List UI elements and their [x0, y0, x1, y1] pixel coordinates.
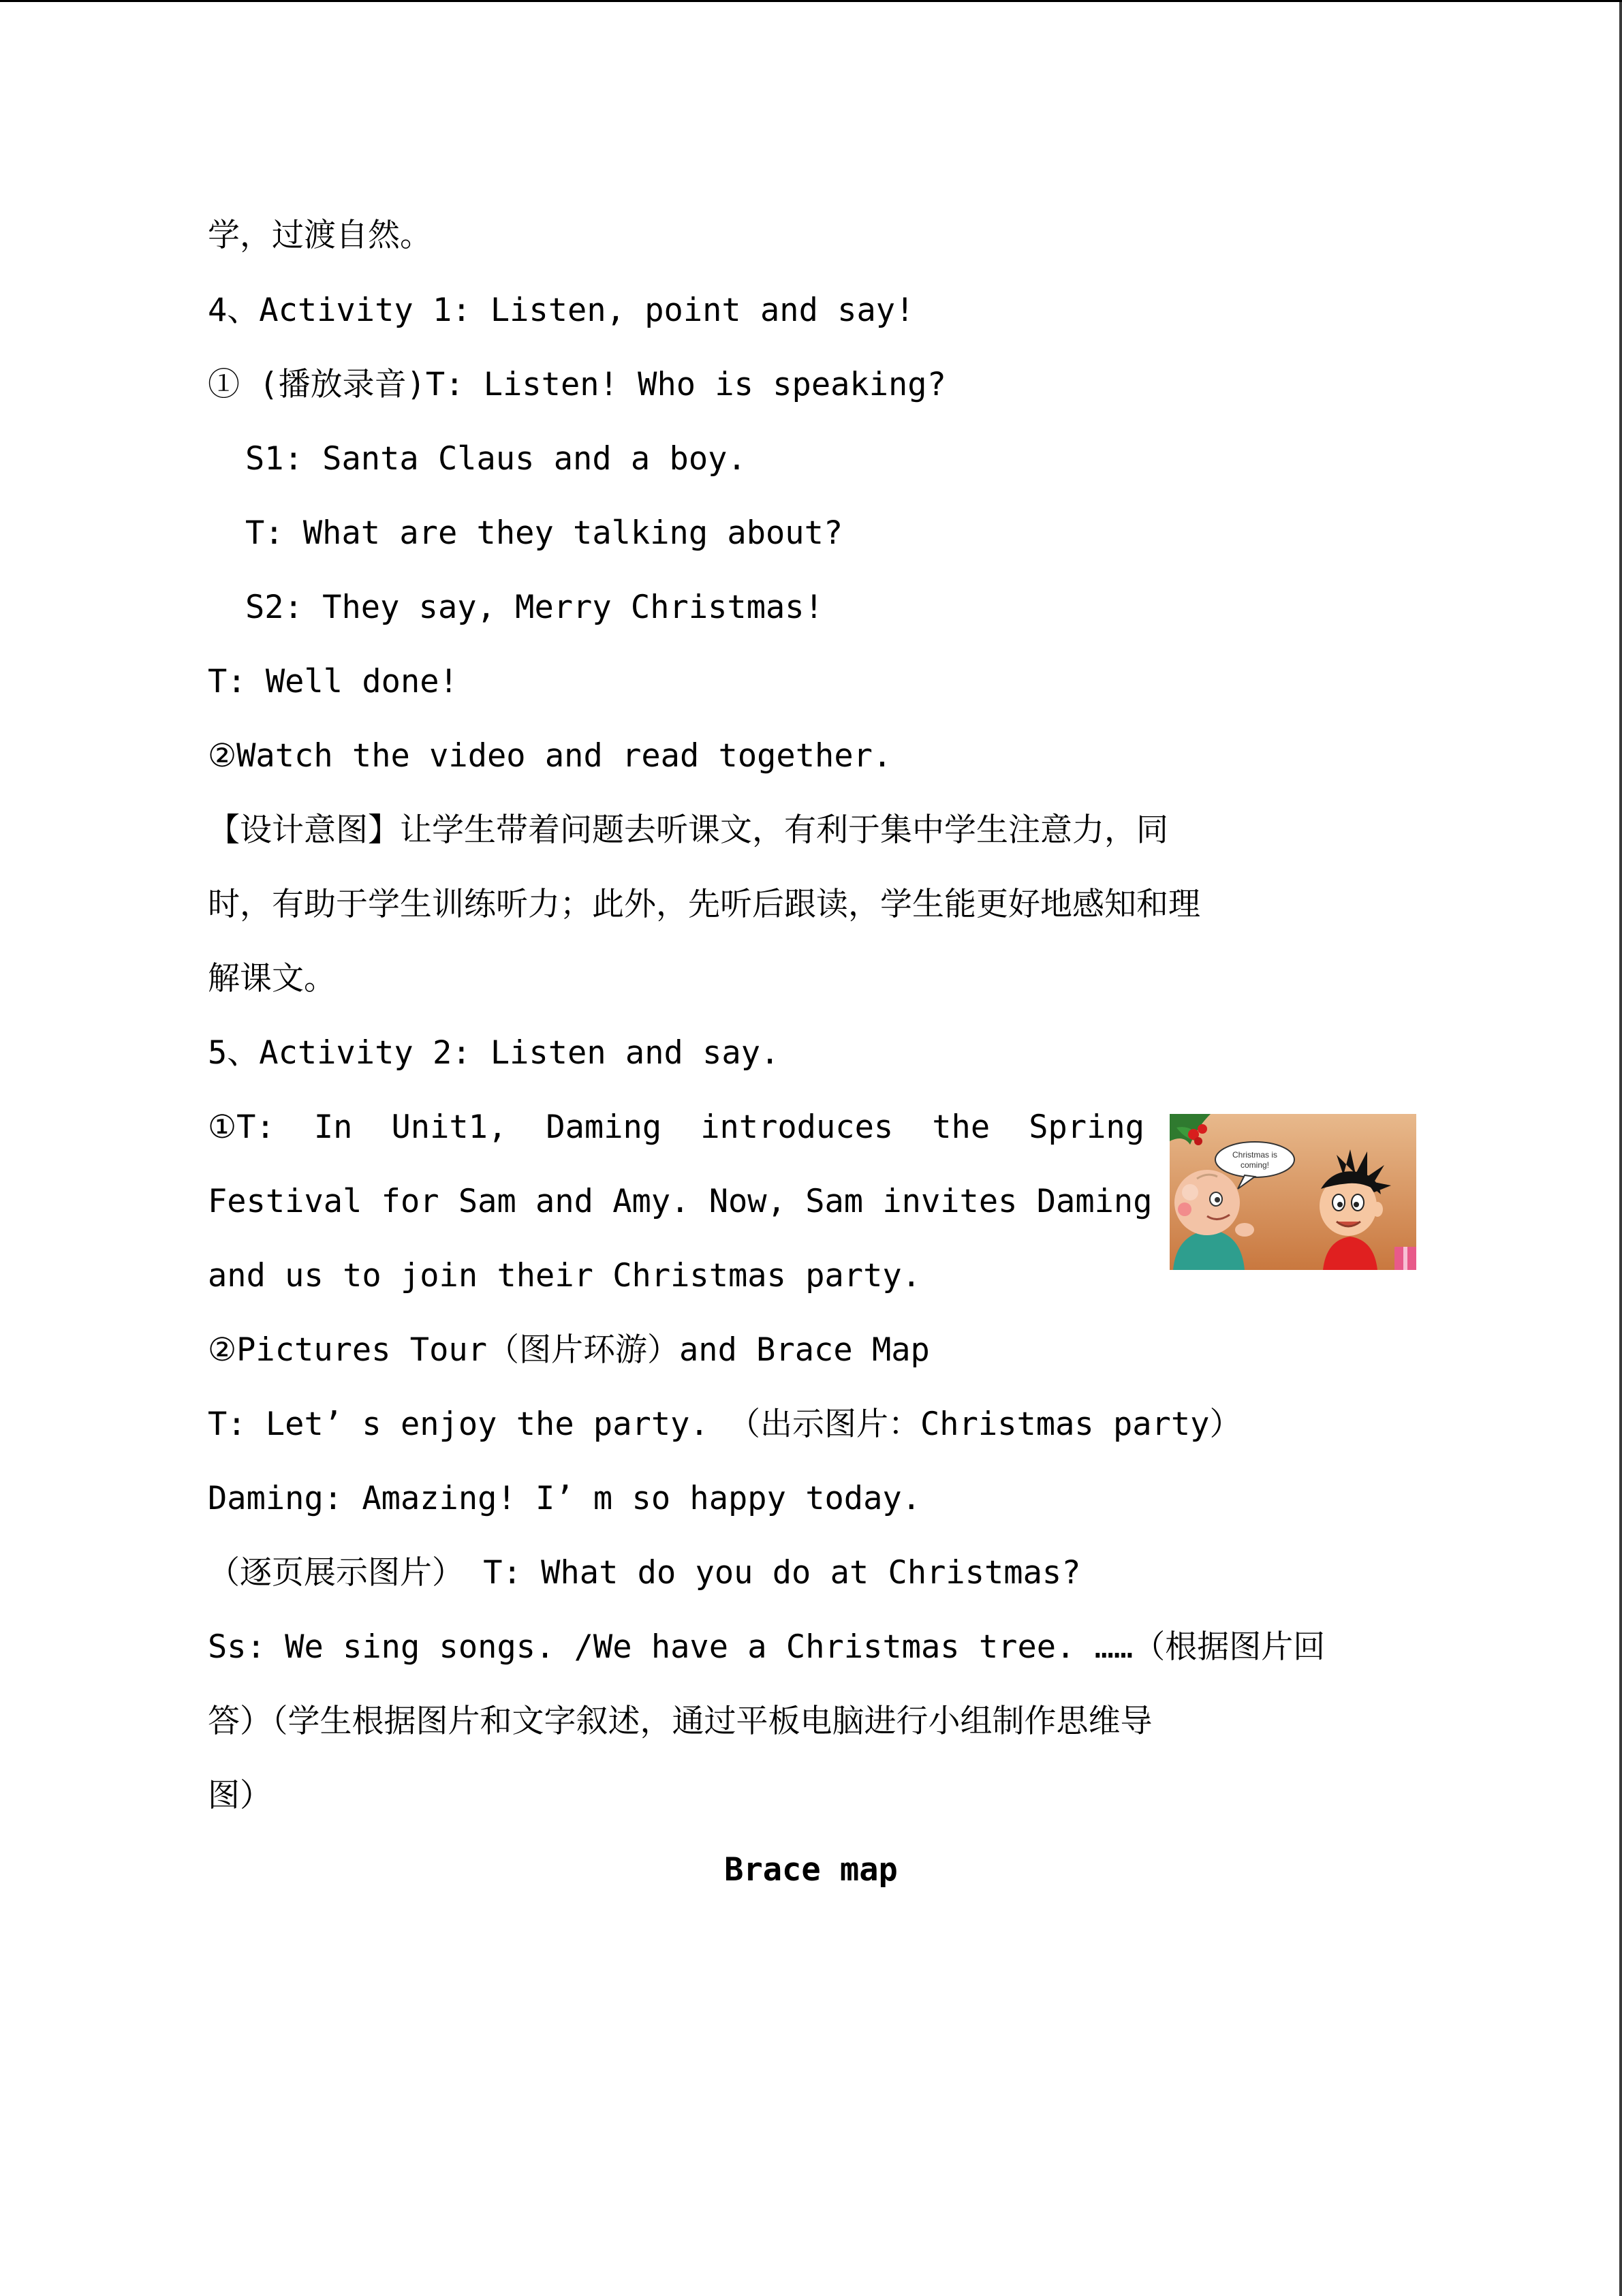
word: introduces: [700, 1108, 894, 1146]
dialogue-line: T: What are they talking about?: [245, 514, 843, 552]
dialogue-line: S2: They say, Merry Christmas!: [245, 589, 824, 626]
word: Daming: [546, 1108, 662, 1146]
dialogue-line: （逐页展示图片） T: What do you do at Christmas?: [208, 1554, 1081, 1592]
gift-box: [1394, 1247, 1416, 1270]
dialogue-line: T: Well done!: [208, 663, 458, 700]
speech-bubble-text-line-2: coming!: [1240, 1160, 1270, 1170]
design-intent-line: 【设计意图】让学生带着问题去听课文，有利于集中学生注意力，同: [208, 811, 1168, 849]
text-line: 答）（学生根据图片和文字叙述，通过平板电脑进行小组制作思维导: [208, 1703, 1153, 1740]
dialogue-line: Ss: We sing songs. /We have a Christmas tree. ……（根据图片回: [208, 1628, 1326, 1666]
text-line: Festival for Sam and Amy. Now, Sam invites Daming: [208, 1183, 1153, 1220]
word: Spring: [1029, 1108, 1144, 1146]
text-line: 学，过渡自然。: [208, 217, 432, 254]
design-intent-line: 解课文。: [208, 960, 336, 997]
word: In: [313, 1108, 353, 1146]
word: ①T:: [208, 1108, 275, 1146]
text-line: ① (播放录音)T: Listen! Who is speaking?: [208, 366, 946, 403]
dialogue-line: S1: Santa Claus and a boy.: [245, 440, 747, 478]
dialogue-line: Daming: Amazing! I’ m so happy today.: [208, 1480, 921, 1517]
page-edge-shadow: [1619, 2, 1622, 2296]
word: Unit1,: [391, 1108, 508, 1146]
text-line: 图）: [208, 1777, 272, 1814]
speech-bubble-text-line-1: Christmas is: [1232, 1150, 1278, 1160]
justified-text-line: [208, 1090, 1144, 1164]
activity-1-heading: 4、Activity 1: Listen, point and say!: [208, 292, 915, 329]
text-line: ②Pictures Tour（图片环游）and Brace Map: [208, 1331, 930, 1369]
activity-2-heading: 5、Activity 2: Listen and say.: [208, 1034, 780, 1072]
dialogue-line: T: Let’ s enjoy the party. （出示图片：Christmas party）: [208, 1406, 1242, 1443]
text-line: and us to join their Christmas party.: [208, 1257, 921, 1294]
text-line: ②Watch the video and read together.: [208, 737, 892, 775]
brace-map-title: Brace map: [724, 1851, 898, 1889]
christmas-cartoon-image: [1170, 1114, 1416, 1270]
design-intent-line: 时，有助于学生训练听力；此外，先听后跟读，学生能更好地感知和理: [208, 886, 1200, 923]
word: the: [932, 1108, 991, 1146]
